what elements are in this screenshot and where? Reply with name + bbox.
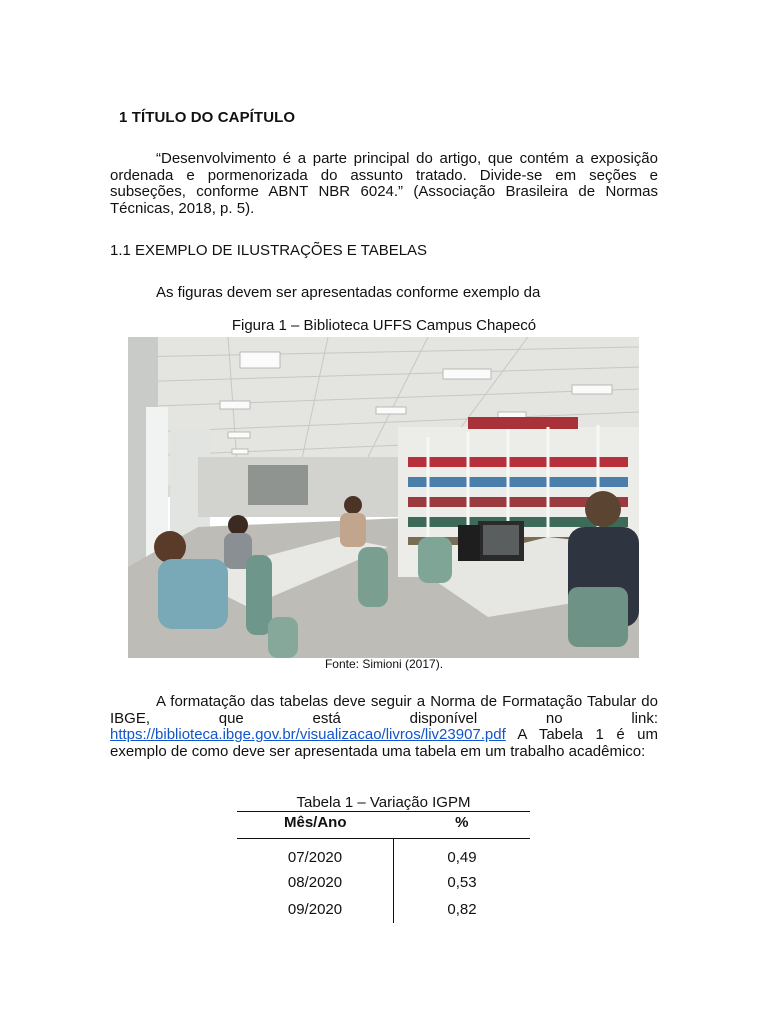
- table-header-percent: %: [455, 814, 469, 831]
- library-photo: [128, 337, 639, 658]
- table-header-month: Mês/Ano: [283, 814, 347, 831]
- table-cell-month: 08/2020: [237, 869, 394, 896]
- table-caption: Tabela 1 – Variação IGPM: [296, 794, 471, 811]
- table-cell-percent: 0,53: [447, 874, 477, 891]
- igpm-table: [237, 811, 530, 923]
- table-row: [237, 839, 530, 870]
- figures-intro-paragraph: As figuras devem ser apresentadas conforme exemplo da: [156, 284, 541, 301]
- table-cell-percent: 0,82: [447, 901, 477, 918]
- table-cell-month: 07/2020: [237, 839, 394, 870]
- section-title: 1.1 EXEMPLO DE ILUSTRAÇÕES E TABELAS: [110, 242, 428, 259]
- table-row: [237, 896, 530, 923]
- ibge-link[interactable]: https://biblioteca.ibge.gov.br/visualizacao/livros/liv23907.pdf: [110, 726, 506, 743]
- intro-paragraph: “Desenvolvimento é a parte principal do artigo, que contém a exposição ordenada e pormenorizada do assunto tratado. Divide-se em seções e subseções, conforme ABNT NBR 6024.” (Associação Brasileira de Normas Técnicas, 2018, p. 5).: [110, 150, 658, 217]
- figure-caption-text: Figura 1 – Biblioteca UFFS Campus Chapecó: [231, 317, 537, 334]
- figure-caption: [0, 317, 768, 334]
- table-cell-month: 09/2020: [237, 896, 394, 923]
- figure-source: Fonte: Simioni (2017).: [324, 657, 444, 671]
- tables-paragraph: [110, 694, 658, 760]
- chapter-title: 1 TÍTULO DO CAPÍTULO: [119, 109, 296, 126]
- table-header-row: [237, 812, 530, 839]
- table-row: [237, 869, 530, 896]
- table-cell-percent: 0,49: [447, 848, 477, 866]
- tables-paragraph-text-after-link: A Tabela 1 é um exemplo de como deve ser apresentada uma tabela em um trabalho acadêmico:: [110, 726, 658, 760]
- tables-paragraph-text: A formatação das tabelas deve seguir a Norma de Formatação Tabular do IBGE, que está disponível no link:: [110, 693, 658, 727]
- library-photo-illustration: [128, 337, 639, 658]
